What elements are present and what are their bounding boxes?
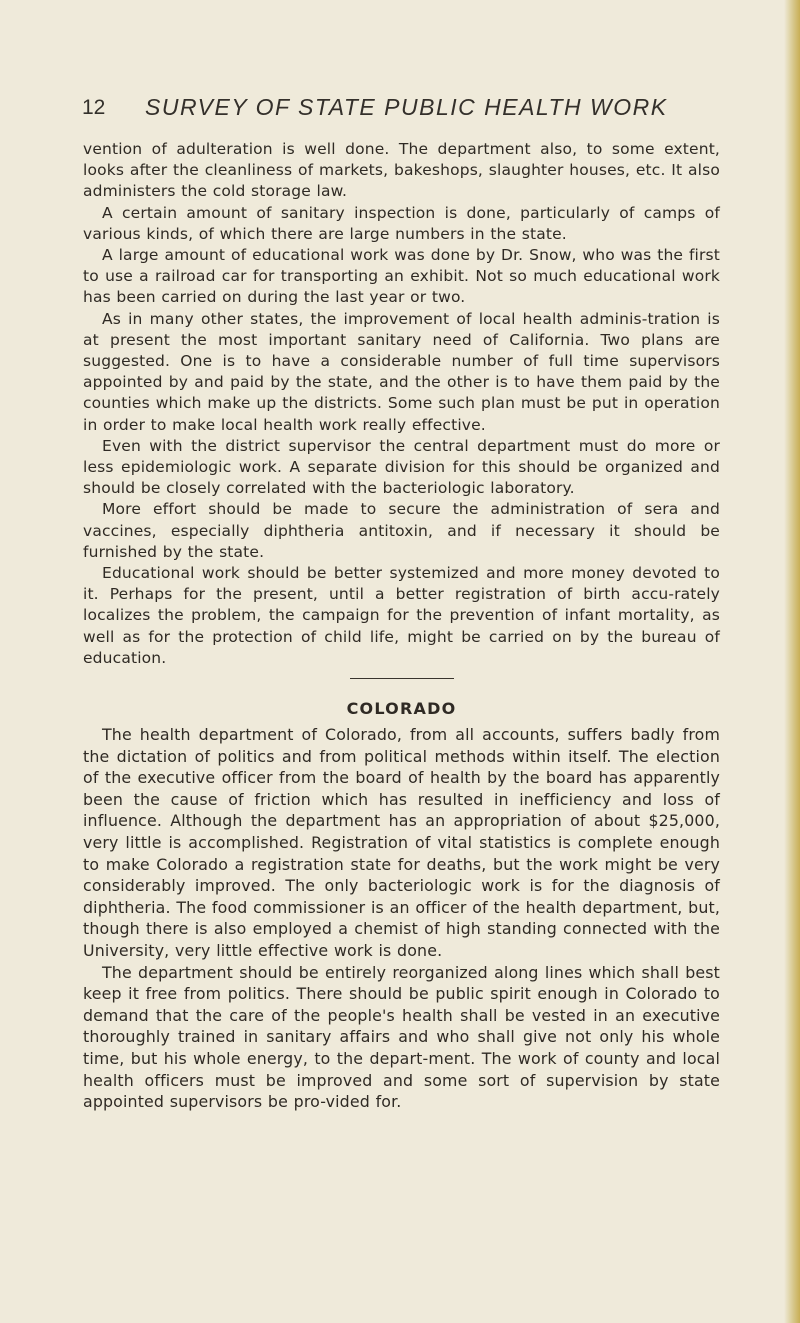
paragraph-colorado-reorganization: The department should be entirely reorganized along lines which shall best keep it free from politics. There should be public spirit enough in Colorado to demand that the care of the people's health shall be vested in an executive thoroughly trained in sanitary affairs and who shall give not only his whole time, but his whole energy, to the depart-ment. The work of county and local health officers must be improved and some sort of supervision by state appointed supervisors be pro-vided for. bbox=[83, 962, 720, 1112]
paragraph-sanitary-inspection: A certain amount of sanitary inspection is done, particularly of camps of various kinds, of which there are large numbers in the state. bbox=[83, 203, 720, 243]
paragraph-local-health: As in many other states, the improvement of local health adminis-tration is at present the most important sanitary need of California. Two plans are suggested. One is to have a considerable number of full time supervisors appointed by and paid by the state, and the other is to have them paid by the counties which make up the districts. Some such plan must be put in operation in order to make local health work really effective. bbox=[83, 309, 720, 434]
page-edge bbox=[784, 0, 800, 1323]
paragraph-continuation: vention of adulteration is well done. The department also, to some extent, looks after the cleanliness of markets, bakeshops, slaughter houses, etc. It also administers the cold storage law. bbox=[83, 140, 720, 201]
page-content bbox=[83, 139, 720, 1113]
paragraph-education-campaign: Educational work should be better systemized and more money devoted to it. Perhaps for the present, until a better registration of birth accu-rately localizes the problem, the campaign for the prevention of infant mortality, as well as for the protection of child life, might be carried on by the bureau of education. bbox=[83, 564, 720, 667]
paragraph-sera-vaccines: More effort should be made to secure the administration of sera and vaccines, especially diphtheria antitoxin, and if necessary it should be furnished by the state. bbox=[83, 500, 720, 561]
paragraph-epidemiologic-work: Even with the district supervisor the central department must do more or less epidemiologic work. A separate division for this should be organized and should be closely correlated with the bacteriologic laboratory. bbox=[83, 436, 720, 498]
page-number: 12 bbox=[82, 96, 106, 119]
running-title: SURVEY OF STATE PUBLIC HEALTH WORK bbox=[145, 94, 668, 120]
paragraph-colorado-health-department: The health department of Colorado, from all accounts, suffers badly from the dictation of politics and from political methods within itself. The election of the executive officer from the board of health by the board has apparently been the cause of friction which has resulted in inefficiency and loss of influence. Although the department has an appropriation of about $25,000, very little is accomplished. Registration of vital statistics is complete enough to make Colorado a registration state for deaths, but the work might be very considerably improved. The only bacteriologic work is for the diagnosis of diphtheria. The food commissioner is an officer of the health department, but, though there is also employed a chemist of high standing connected with the University, very little effective work is done. bbox=[83, 725, 720, 961]
paragraph-educational-work: A large amount of educational work was done by Dr. Snow, who was the first to use a railroad car for transporting an exhibit. Not so much educational work has been carried on during the last year or two. bbox=[83, 246, 720, 307]
page-header bbox=[82, 92, 722, 124]
section-title-colorado: COLORADO bbox=[346, 699, 457, 719]
section-divider bbox=[350, 678, 454, 679]
